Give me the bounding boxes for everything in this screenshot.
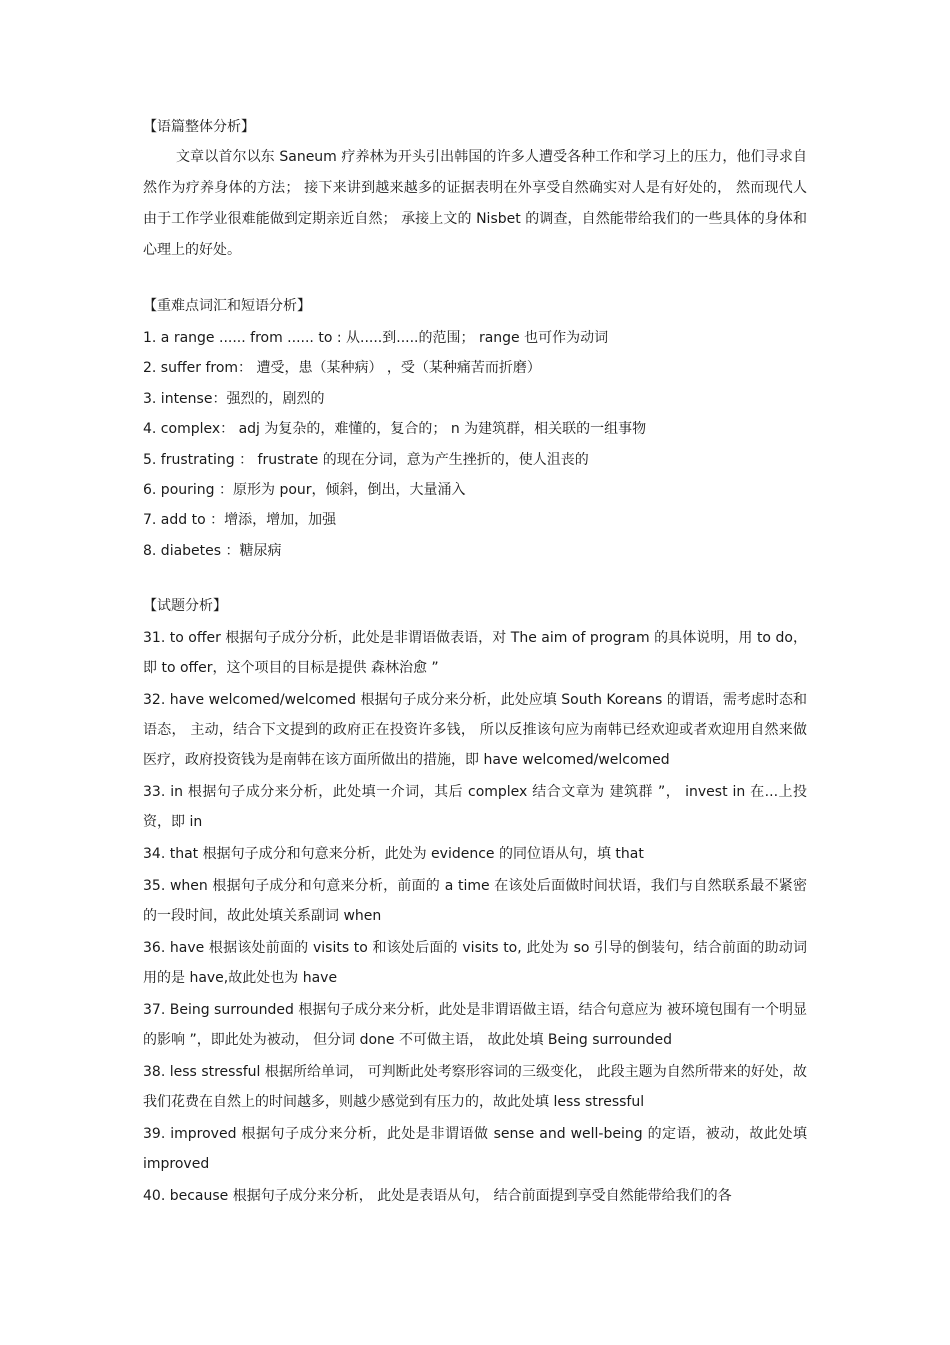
vocab-item: 6. pouring ：原形为 pour，倾斜，倒出，大量涌入 [143, 481, 466, 498]
answer-item: 38. less stressful 根据所给单词， 可判断此处考察形容词的三级变化， 此段主题为自然所带来的好处，故我们花费在自然上的时间越多，则越少感觉到有压力的，故此处填 less stressful [143, 1064, 807, 1111]
vocab-heading: 【重难点词汇和短语分析】 [143, 298, 311, 314]
vocab-item: 8. diabetes ：糖尿病 [143, 542, 282, 559]
answer-item: 36. have 根据该处前面的 visits to 和该处后面的 visits to, 此处为 so 引导的倒装句，结合前面的助动词用的是 have,故此处也为 have [143, 940, 807, 987]
vocab-item: 5. frustrating ： frustrate 的现在分词，意为产生挫折的，使人沮丧的 [143, 451, 589, 468]
answer-item: 33. in 根据句子成分来分析，此处填一介词，其后 complex 结合文章为 建筑群 ”， invest in 在...上投资，即 in [143, 784, 807, 831]
overview-heading: 【语篇整体分析】 [143, 119, 255, 135]
vocab-item: 1. a range ...... from ...... to : 从.....到.....的范围； range 也可作为动词 [143, 330, 609, 346]
vocab-item: 2. suffer from： 遭受，患（某种病） ，受（某种痛苦而折磨） [143, 360, 541, 377]
section-gap [143, 566, 807, 591]
answers-heading: 【试题分析】 [143, 598, 227, 615]
answer-item: 37. Being surrounded 根据句子成分来分析，此处是非谓语做主语，结合句意应为 被环境包围有一个明显的影响 ”，即此处为被动， 但分词 done 不可做主语， 故此处填 Being surrounded [143, 1002, 807, 1049]
answer-item: 34. that 根据句子成分和句意来分析，此处为 evidence 的同位语从句，填 that [143, 846, 644, 863]
vocab-item: 3. intense：强烈的，剧烈的 [143, 390, 325, 407]
answer-item: 35. when 根据句子成分和句意来分析，前面的 a time 在该处后面做时间状语，我们与自然联系最不紧密的一段时间，故此处填关系副词 when [143, 878, 807, 925]
answer-list [143, 623, 807, 1211]
vocab-list [143, 323, 807, 566]
vocab-item: 7. add to ：增添，增加，加强 [143, 512, 337, 529]
section-gap [143, 266, 807, 291]
document-content [143, 112, 807, 1213]
overview-paragraph: 文章以首尔以东 Saneum 疗养林为开头引出韩国的许多人遭受各种工作和学习上的压力，他们寻求自然作为疗养身体的方法； 接下来讲到越来越多的证据表明在外享受自然确实对人是有好处的， 然而现代人由于工作学业很难能做到定期亲近自然； 承接上文的 Nisbet 的调查，自然能带给我们的一些具体的身体和心理上的好处。 [143, 149, 807, 258]
answer-item: 32. have welcomed/welcomed 根据句子成分来分析，此处应填 South Koreans 的谓语，需考虑时态和语态， 主动，结合下文提到的政府正在投资许多钱， 所以反推该句应为南韩已经欢迎或者欢迎用自然来做医疗，政府投资钱为是南韩在该方面所做出的措施，即 have welcomed/welcomed [143, 692, 807, 769]
answer-item: 31. to offer 根据句子成分分析，此处是非谓语做表语，对 The aim of program 的具体说明，用 to do，即 to offer，这个项目的目标是提供 森林治愈 ” [143, 630, 807, 677]
vocab-item: 4. complex： adj 为复杂的，难懂的，复合的； n 为建筑群，相关联的一组事物 [143, 421, 647, 438]
answer-item: 39. improved 根据句子成分来分析，此处是非谓语做 sense and well-being 的定语，被动，故此处填 improved [143, 1126, 807, 1173]
answer-item: 40. because 根据句子成分来分析， 此处是表语从句， 结合前面提到享受自然能带给我们的各 [143, 1188, 732, 1205]
